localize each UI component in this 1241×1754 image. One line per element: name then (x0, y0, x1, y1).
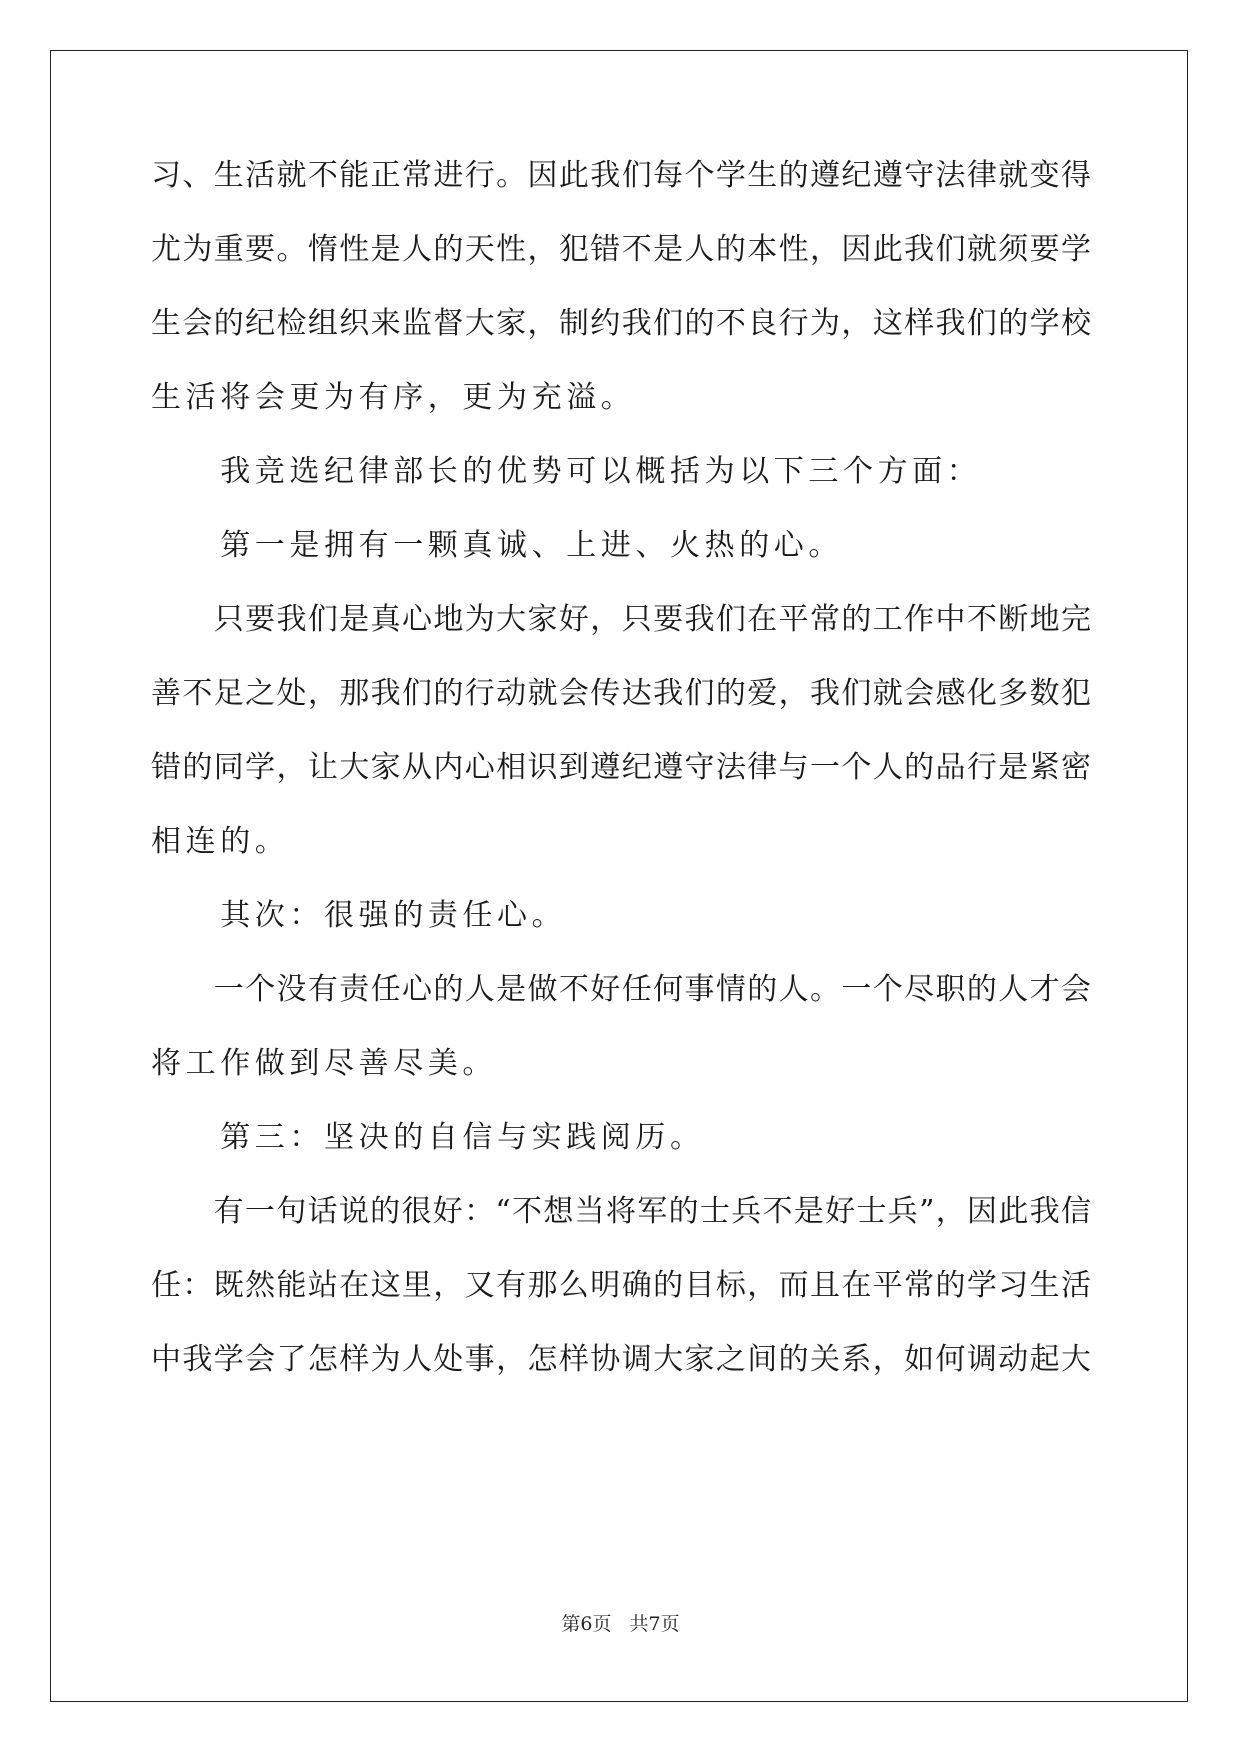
page-total: 共7页 (629, 1613, 680, 1635)
text-line: 生会的纪检组织来监督大家，制约我们的不良行为，这样我们的学校 (151, 306, 1091, 341)
text-line: 第一是拥有一颗真诚、上进、火热的心。 (151, 528, 843, 563)
text-line: 中我学会了怎样为人处事，怎样协调大家之间的关系，如何调动起大 (151, 1342, 1091, 1377)
text-line: 我竞选纪律部长的优势可以概括为以下三个方面： (151, 454, 982, 489)
text-line: 尤为重要。惰性是人的天性，犯错不是人的本性，因此我们就须要学 (151, 232, 1091, 267)
text-line: 任：既然能站在这里，又有那么明确的目标，而且在平常的学习生活 (151, 1268, 1091, 1303)
page-footer (0, 1609, 1241, 1636)
page-number: 第6页 (561, 1613, 612, 1635)
text-line: 一个没有责任心的人是做不好任何事情的人。一个尽职的人才会 (151, 972, 1091, 1007)
text-line: 善不足之处，那我们的行动就会传达我们的爱，我们就会感化多数犯 (151, 676, 1091, 711)
page-border (50, 50, 1188, 1702)
text-line: 第三：坚决的自信与实践阅历。 (151, 1120, 705, 1155)
text-line: 错的同学，让大家从内心相识到遵纪遵守法律与一个人的品行是紧密 (151, 750, 1091, 785)
text-line: 相连的。 (151, 824, 290, 859)
text-line: 生活将会更为有序，更为充溢。 (151, 380, 636, 415)
text-line: 将工作做到尽善尽美。 (151, 1046, 497, 1081)
text-line: 其次：很强的责任心。 (151, 898, 567, 933)
text-line: 有一句话说的很好：“不想当将军的士兵不是好士兵”，因此我信 (151, 1194, 1091, 1229)
text-line: 只要我们是真心地为大家好，只要我们在平常的工作中不断地完 (151, 602, 1091, 637)
text-line: 习、生活就不能正常进行。因此我们每个学生的遵纪遵守法律就变得 (151, 158, 1091, 193)
